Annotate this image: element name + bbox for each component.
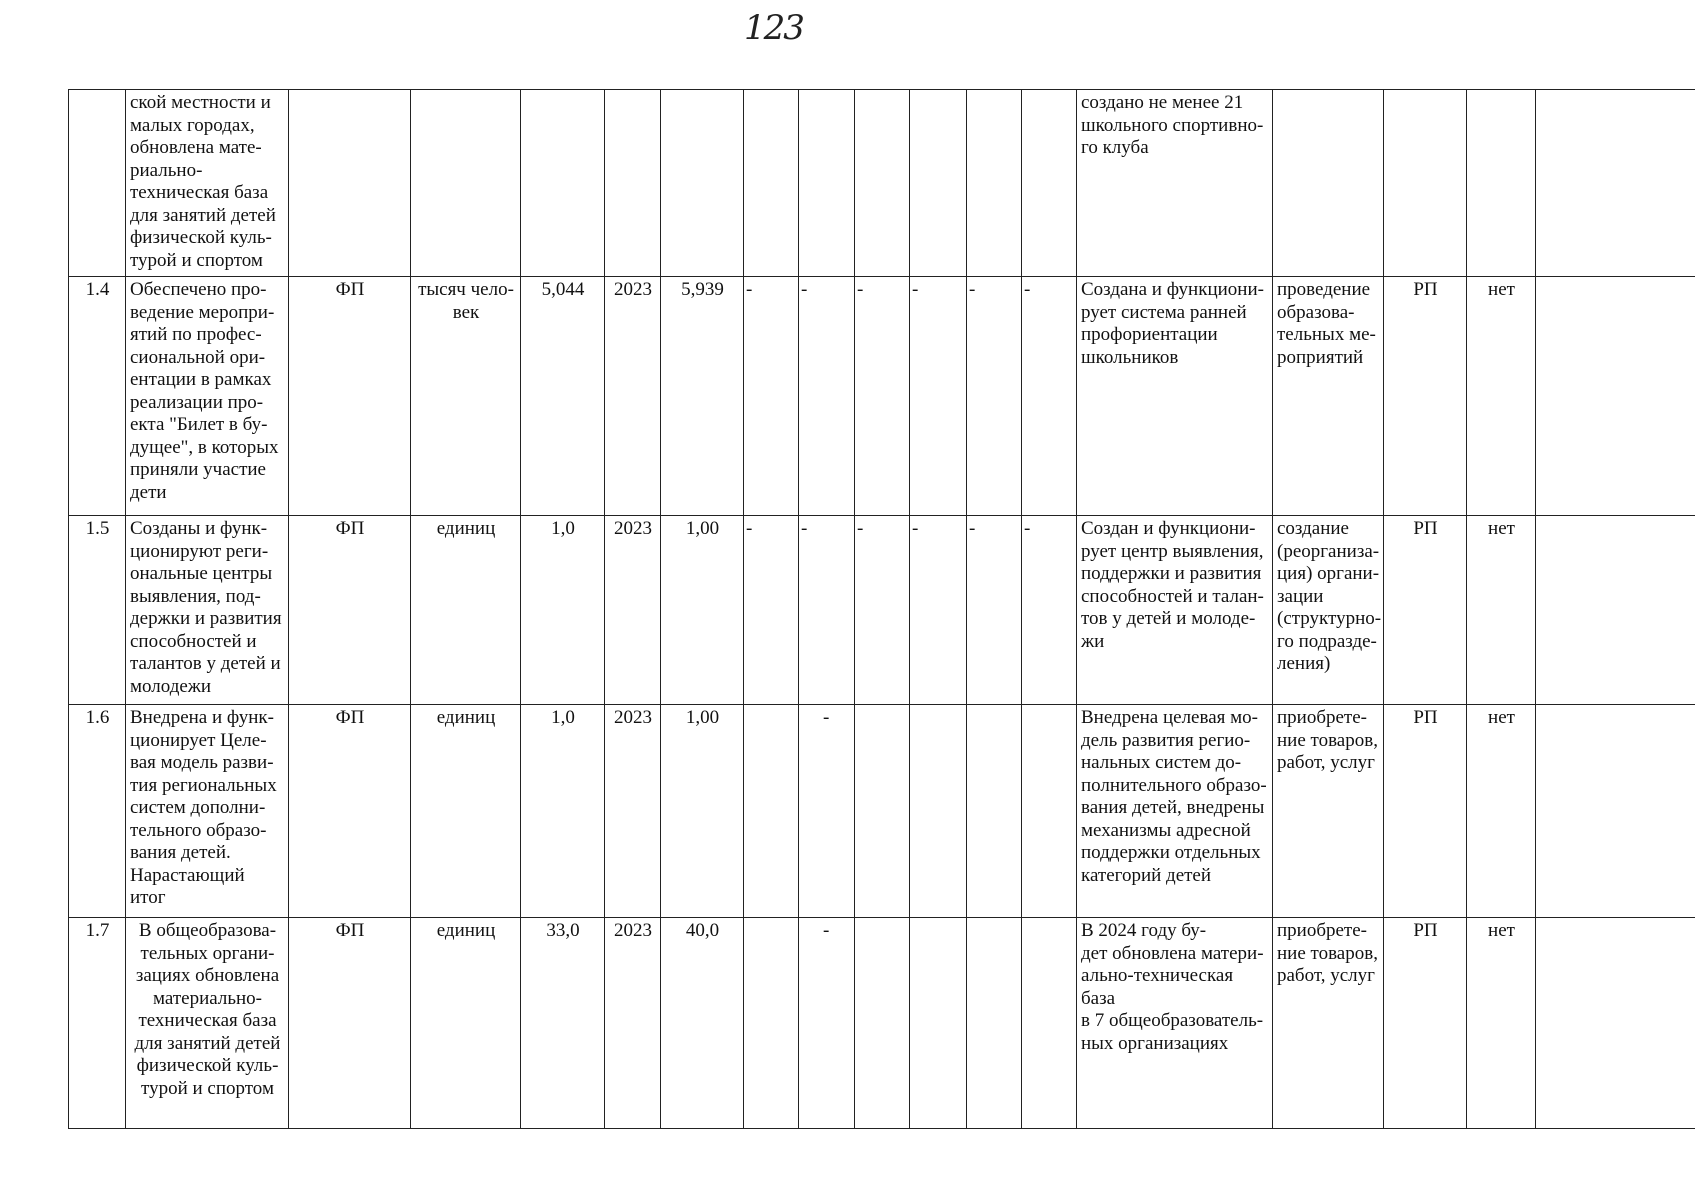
- period-cell: [855, 918, 910, 1129]
- year: 2023: [605, 516, 661, 705]
- period-cell: [910, 918, 967, 1129]
- indicator-name: В общеобразова- тельных органи- зациях обновлена материально- техническая база для занятий детей физической куль- турой и спортом: [126, 918, 289, 1129]
- target-value: 1,00: [661, 705, 744, 918]
- year: [605, 90, 661, 277]
- indicators-table: [68, 89, 1695, 1129]
- table-row: [69, 277, 1695, 516]
- period-cell: [744, 90, 799, 277]
- table-row: [69, 705, 1695, 918]
- period-cell: -: [799, 516, 855, 705]
- period-cell: -: [799, 918, 855, 1129]
- level: [1384, 90, 1467, 277]
- unit: [411, 90, 521, 277]
- indicator-type: ФП: [289, 918, 411, 1129]
- period-cell: -: [1022, 516, 1077, 705]
- unit: тысяч чело- век: [411, 277, 521, 516]
- base-value: 5,044: [521, 277, 605, 516]
- expected-result: Создан и функциони- рует центр выявления, поддержки и развития способностей и талан- тов у детей и молоде- жи: [1077, 516, 1273, 705]
- period-cell: -: [855, 277, 910, 516]
- table-row: [69, 90, 1695, 277]
- indicator-name: ской местности и малых городах, обновлена мате- риально- техническая база для занятий детей физической куль- турой и спортом: [126, 90, 289, 277]
- period-cell: [910, 705, 967, 918]
- table-row: [69, 516, 1695, 705]
- action-type: приобрете- ние товаров, работ, услуг: [1273, 918, 1384, 1129]
- expected-result: Внедрена целевая мо- дель развития регио- нальных систем до- полнительного образо- вания детей, внедрены механизмы адресной поддержки отдельных категорий детей: [1077, 705, 1273, 918]
- unit: единиц: [411, 918, 521, 1129]
- empty-cell: [1536, 705, 1695, 918]
- period-cell: [1022, 705, 1077, 918]
- flag: [1467, 90, 1536, 277]
- action-type: создание (реорганиза- ция) органи- зации (структурно- го подразде- ления): [1273, 516, 1384, 705]
- base-value: 33,0: [521, 918, 605, 1129]
- period-cell: [855, 705, 910, 918]
- expected-result: Создана и функциони- рует система ранней профориентации школьников: [1077, 277, 1273, 516]
- year: 2023: [605, 918, 661, 1129]
- period-cell: -: [799, 277, 855, 516]
- expected-result: В 2024 году бу- дет обновлена матери- ально-техническая база в 7 общеобразователь- ных организациях: [1077, 918, 1273, 1129]
- base-value: 1,0: [521, 516, 605, 705]
- period-cell: -: [967, 516, 1022, 705]
- period-cell: -: [967, 277, 1022, 516]
- period-cell: [744, 705, 799, 918]
- period-cell: [744, 918, 799, 1129]
- indicator-type: [289, 90, 411, 277]
- period-cell: -: [799, 705, 855, 918]
- indicator-name: Обеспечено про- ведение меропри- ятий по профес- сиональной ори- ентации в рамках реализации про- екта "Билет в бу- дущее", в которых приняли участие дети: [126, 277, 289, 516]
- row-number: 1.5: [69, 516, 126, 705]
- period-cell: [799, 90, 855, 277]
- row-number: 1.4: [69, 277, 126, 516]
- level: РП: [1384, 277, 1467, 516]
- action-type: приобрете- ние товаров, работ, услуг: [1273, 705, 1384, 918]
- period-cell: [1022, 918, 1077, 1129]
- level: РП: [1384, 516, 1467, 705]
- indicator-type: ФП: [289, 516, 411, 705]
- flag: нет: [1467, 705, 1536, 918]
- indicator-type: ФП: [289, 705, 411, 918]
- flag: нет: [1467, 918, 1536, 1129]
- indicator-name: Внедрена и функ- ционирует Целе- вая модель разви- тия региональных систем дополни- тельного образо- вания детей. Нарастающий итог: [126, 705, 289, 918]
- period-cell: -: [1022, 277, 1077, 516]
- period-cell: [855, 90, 910, 277]
- period-cell: -: [910, 277, 967, 516]
- target-value: 40,0: [661, 918, 744, 1129]
- period-cell: [967, 918, 1022, 1129]
- period-cell: -: [910, 516, 967, 705]
- action-type: проведение образова- тельных ме- роприятий: [1273, 277, 1384, 516]
- year: 2023: [605, 705, 661, 918]
- empty-cell: [1536, 277, 1695, 516]
- target-value: 1,00: [661, 516, 744, 705]
- year: 2023: [605, 277, 661, 516]
- row-number: 1.7: [69, 918, 126, 1129]
- row-number: [69, 90, 126, 277]
- period-cell: [967, 90, 1022, 277]
- row-number: 1.6: [69, 705, 126, 918]
- empty-cell: [1536, 516, 1695, 705]
- period-cell: -: [855, 516, 910, 705]
- period-cell: [967, 705, 1022, 918]
- base-value: 1,0: [521, 705, 605, 918]
- expected-result: создано не менее 21 школьного спортивно- го клуба: [1077, 90, 1273, 277]
- unit: единиц: [411, 516, 521, 705]
- target-value: [661, 90, 744, 277]
- unit: единиц: [411, 705, 521, 918]
- flag: нет: [1467, 277, 1536, 516]
- flag: нет: [1467, 516, 1536, 705]
- period-cell: -: [744, 516, 799, 705]
- level: РП: [1384, 705, 1467, 918]
- base-value: [521, 90, 605, 277]
- period-cell: -: [744, 277, 799, 516]
- empty-cell: [1536, 918, 1695, 1129]
- empty-cell: [1536, 90, 1695, 277]
- indicator-type: ФП: [289, 277, 411, 516]
- period-cell: [1022, 90, 1077, 277]
- table-row: [69, 918, 1695, 1129]
- period-cell: [910, 90, 967, 277]
- indicator-name: Созданы и функ- ционируют реги- ональные центры выявления, под- держки и развития способностей и талантов у детей и молодежи: [126, 516, 289, 705]
- level: РП: [1384, 918, 1467, 1129]
- page-number: 123: [744, 8, 803, 48]
- target-value: 5,939: [661, 277, 744, 516]
- action-type: [1273, 90, 1384, 277]
